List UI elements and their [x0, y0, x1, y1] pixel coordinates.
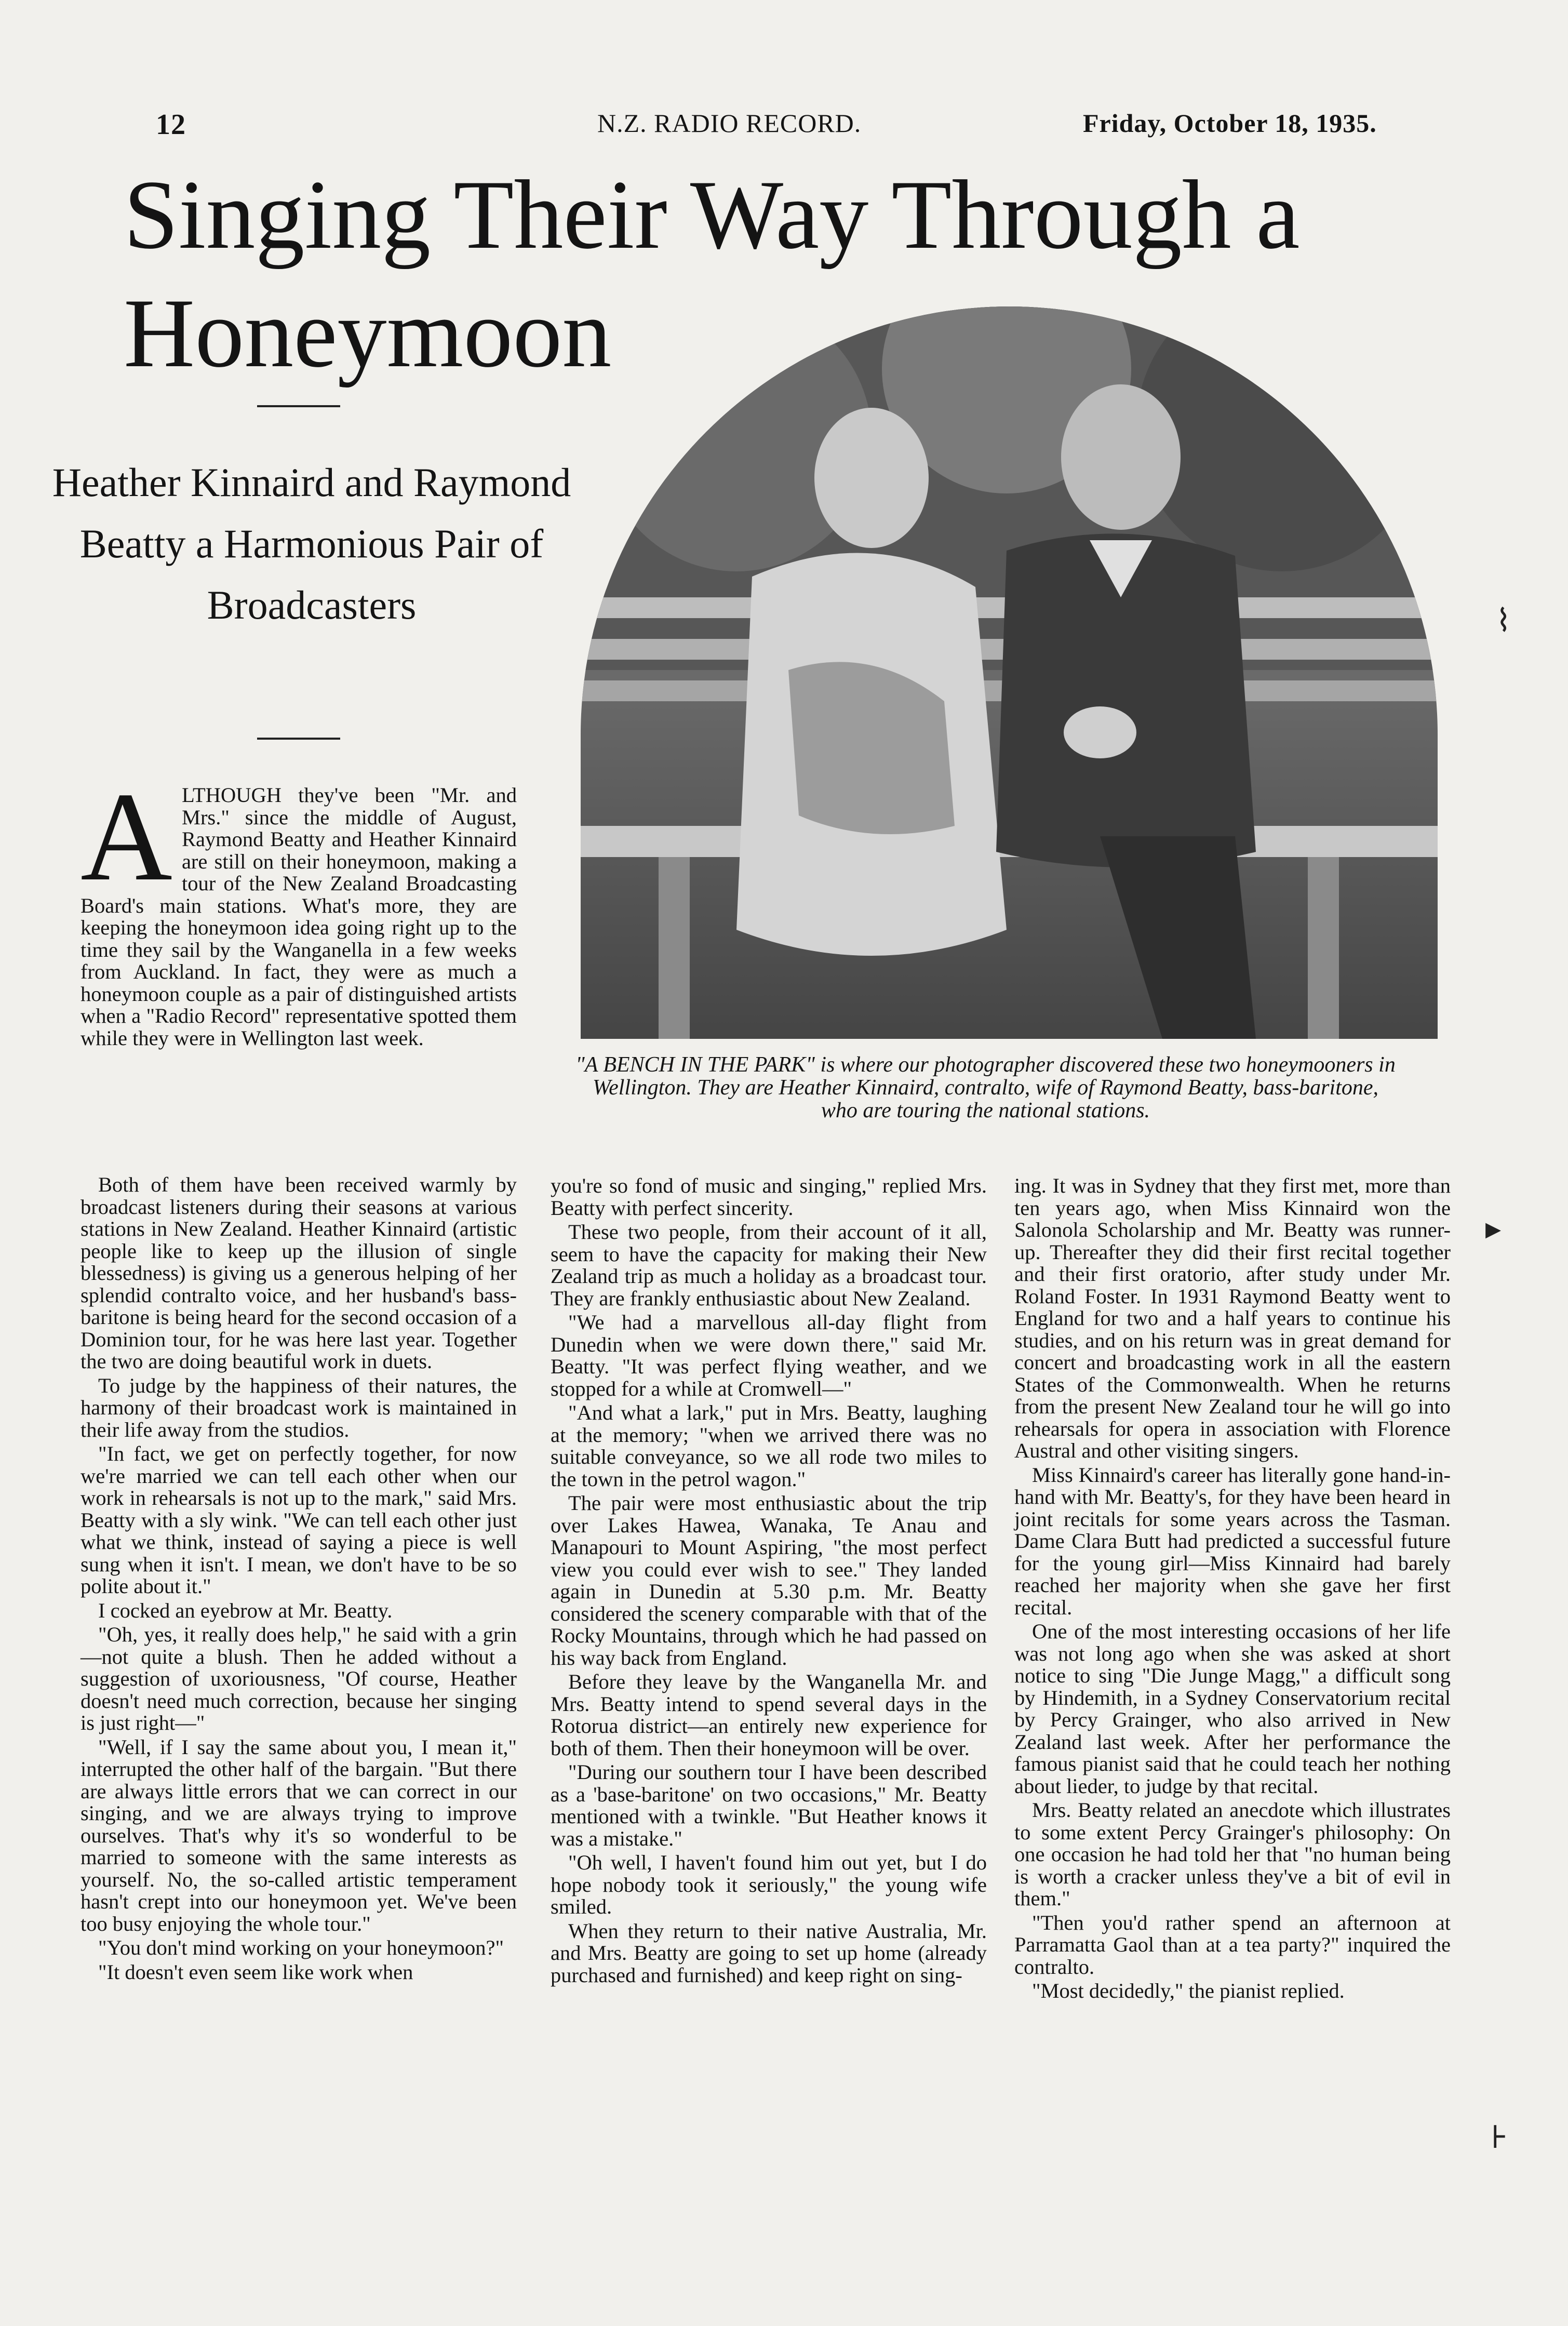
paragraph: "Oh, yes, it really does help," he said with a grin—not quite a blush. Then he added without a suggestion of uxoriousness, "Of course, Heather doesn't need much correction, because her singing is just right—" — [81, 1623, 517, 1734]
subhead-rule — [257, 738, 340, 740]
article-column-3 — [1014, 1175, 1451, 2004]
intro-text: they've been "Mr. and Mrs." since the middle of August, Raymond Beatty and Heather Kinnaird are still on their honeymoon, making a tour of the New Zealand Broadcasting Board's main stations. What's more, they are keeping the honeymoon idea going right up to the time they sail by the Wanganella in a few weeks from Auckland. In fact, they were as much a honeymoon couple as a pair of distinguished artists when a "Radio Record" representative spotted them while they were in Wellington last week. — [81, 783, 517, 1050]
paragraph: Mrs. Beatty related an anecdote which illustrates to some extent Percy Grainger's philosophy: On one occasion he had told her that "no human being is worth a cracker unless they've a bit of evil in them." — [1014, 1798, 1451, 1910]
article-column-2 — [551, 1175, 987, 1988]
paragraph: "In fact, we get on perfectly together, for now we're married we can tell each other when our work in rehearsals is not up to the mark," said Mrs. Beatty with a sly wink. "We can tell each other just what we think, instead of saying a piece is well sung when it isn't. I mean, we don't have to be so polite about it." — [81, 1442, 517, 1598]
bench-photo-illustration — [581, 306, 1438, 1039]
paragraph: I cocked an eyebrow at Mr. Beatty. — [98, 1598, 393, 1622]
article-intro — [81, 766, 517, 1051]
paragraph: "Most decidedly," the pianist replied. — [1032, 1979, 1345, 2002]
intro-lead-word: LTHOUGH — [181, 783, 282, 807]
issue-date: Friday, October 18, 1935. — [1083, 109, 1377, 138]
photo-caption: "A BENCH IN THE PARK" is where our photographer discovered these two honeymooners in Wellington. They are Heather Kinnaird, contralto, wife of Raymond Beatty, bass-baritone, who are touring the national stations. — [575, 1053, 1396, 1122]
paragraph: "During our southern tour I have been described as a 'base-baritone' on two occasions," Mr. Beatty mentioned with a twinkle. "But Heather knows it was a mistake." — [551, 1760, 987, 1850]
article-headline: Singing Their Way Through a Honeymoon — [124, 161, 1300, 388]
paragraph: Both of them have been received warmly by broadcast listeners during their seasons at various stations in New Zealand. Heather Kinnaird (artistic people like to keep up the illusion of single blessedness) is giving us a generous helping of her splendid contralto voice, and her husband's bass-baritone is being heard for the second occasion of a Dominion tour, for he was here last year. Together the two are doing beautiful work in duets. — [81, 1173, 517, 1373]
margin-mark: ▸ — [1485, 1211, 1502, 1246]
paragraph: you're so fond of music and singing," replied Mrs. Beatty with perfect sincerity. — [551, 1174, 987, 1220]
paragraph: Before they leave by the Wanganella Mr. and Mrs. Beatty intend to spend several days in the Rotorua district—an entirely new experience for both of them. Then their honeymoon will be over. — [551, 1670, 987, 1760]
headline-rule — [257, 405, 340, 407]
margin-mark: ⌇ — [1496, 604, 1511, 638]
paragraph: The pair were most enthusiastic about the trip over Lakes Hawea, Wanaka, Te Anau and Manapouri to Mount Aspiring, "the most perfect view you could ever wish to see." They landed again in Dunedin at 5.30 p.m. Mr. Beatty considered the scenery comparable with that of the Rocky Mountains, through which he had passed on his way back from England. — [551, 1491, 987, 1669]
drop-cap: A — [81, 766, 172, 907]
paragraph: "You don't mind working on your honeymoon?" — [98, 1936, 504, 1959]
couple-photo — [581, 306, 1438, 1039]
article-subhead: Heather Kinnaird and Raymond Beatty a Harmonious Pair of Broadcasters — [52, 460, 571, 627]
paragraph: "Well, if I say the same about you, I mean it," interrupted the other half of the bargain. "But there are always little errors that we can correct in our singing, and we are always trying to improve ourselves. That's why it's so wonderful to be married to someone with the same interests as yourself. No, the so-called artistic temperament hasn't crept into our honeymoon yet. We've been too busy enjoying the whole tour." — [81, 1735, 517, 1935]
paragraph: These two people, from their account of it all, seem to have the capacity for making their New Zealand trip as much a holiday as a broadcast tour. They are frankly enthusiastic about New Zealand. — [551, 1220, 987, 1310]
paragraph: "We had a marvellous all-day flight from Dunedin when we were down there," said Mr. Beatty. "It was perfect flying weather, and we stopped for a while at Cromwell—" — [551, 1311, 987, 1400]
paragraph: One of the most interesting occasions of her life was not long ago when she was asked at short notice to sing "Die Junge Magg," a difficult song by Hindemith, in a Sydney Conservatorium recital by Percy Grainger, who also arrived in New Zealand last week. After her performance the famous pianist said that he could teach her nothing about lieder, to judge by that recital. — [1014, 1620, 1451, 1798]
paragraph: "Then you'd rather spend an afternoon at Parramatta Gaol than at a tea party?" inquired the contralto. — [1014, 1910, 1451, 1979]
paragraph: "Oh well, I haven't found him out yet, but I do hope nobody took it seriously," the young wife smiled. — [551, 1851, 987, 1918]
article-column-1 — [81, 1174, 517, 1985]
publication-name: N.Z. RADIO RECORD. — [597, 109, 862, 138]
intro-paragraph — [81, 766, 517, 1050]
page-number: 12 — [156, 109, 186, 141]
paragraph: When they return to their native Australia, Mr. and Mrs. Beatty are going to set up home (already purchased and furnished) and keep right on sing- — [551, 1919, 987, 1987]
paragraph: Miss Kinnaird's career has literally gone hand-in-hand with Mr. Beatty's, for they have been heard in joint recitals for some years across the Tasman. Dame Clara Butt had predicted a successful future for the young girl—Miss Kinnaird had barely reached her majority when she gave her first recital. — [1014, 1463, 1451, 1619]
paragraph: "It doesn't even seem like work when — [98, 1960, 413, 1984]
paragraph: "And what a lark," put in Mrs. Beatty, laughing at the memory; "when we arrived there was no suitable conveyance, so we all rode two miles to the town in the petrol wagon." — [551, 1401, 987, 1491]
paragraph: ing. It was in Sydney that they first met, more than ten years ago, when Miss Kinnaird won the Salonola Scholarship and Mr. Beatty was runner-up. Thereafter they did their first recital together and their first oratorio, after study under Mr. Roland Foster. In 1931 Raymond Beatty went to England for two and a half years to continue his studies, and on his return was in great demand for concert and broadcasting work in all the eastern States of the Commonwealth. When he returns from the present New Zealand tour he will go into rehearsals for opera in association with Florence Austral and other visiting singers. — [1014, 1174, 1451, 1462]
paragraph: To judge by the happiness of their natures, the harmony of their broadcast work is maintained in their life away from the studios. — [81, 1373, 517, 1441]
margin-mark: ⊦ — [1491, 2120, 1509, 2155]
